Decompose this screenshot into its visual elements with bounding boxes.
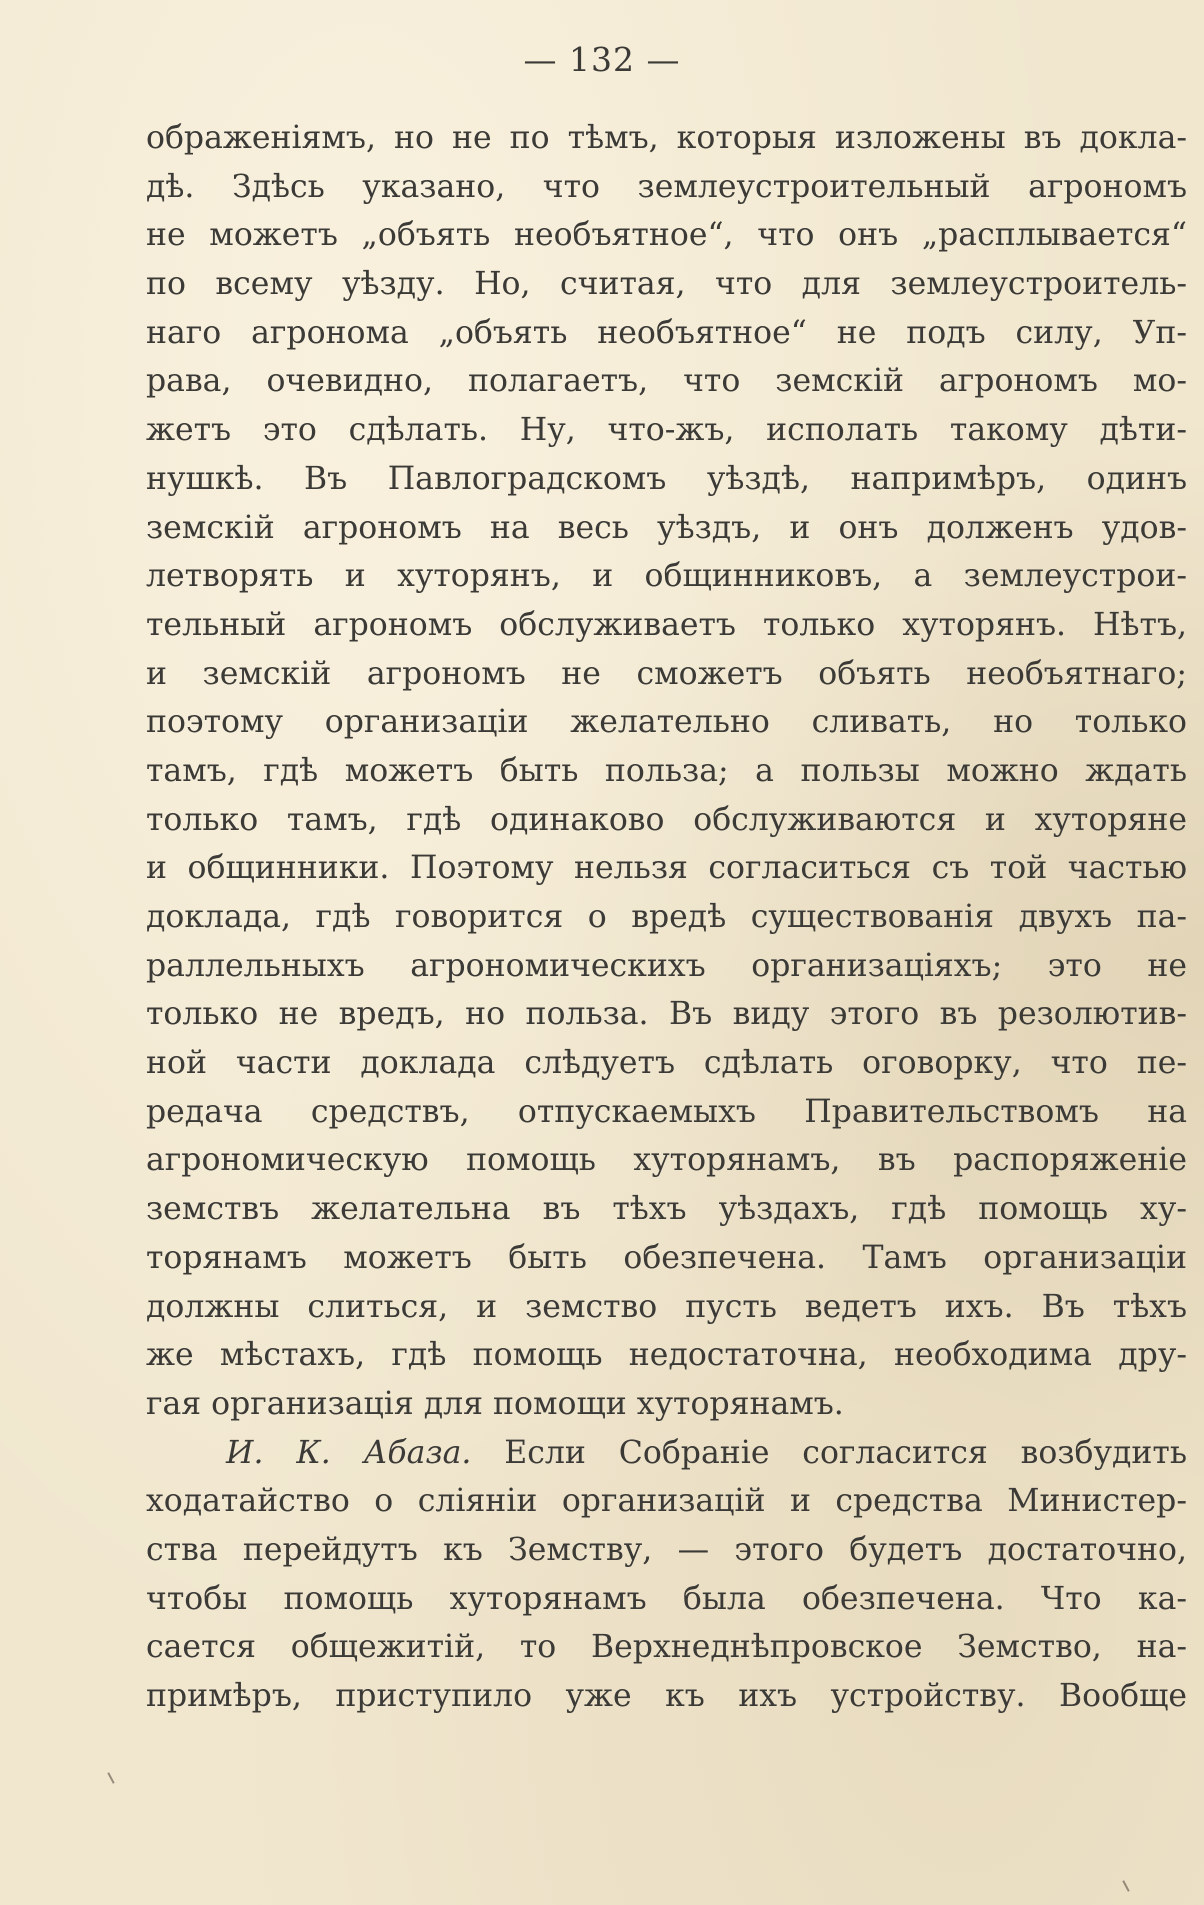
text-line: должны слиться, и земство пусть ведетъ ихъ. Въ тѣхъ [146,1288,1187,1325]
text-line: гая организація для помощи хуторянамъ. [146,1385,844,1422]
text-line: земствъ желательна въ тѣхъ уѣздахъ, гдѣ помощь ху- [146,1191,1187,1228]
paper-speck [1122,1880,1129,1892]
text-line: дѣ. Здѣсь указано, что землеустроительный агрономъ [146,168,1187,205]
text-line: только тамъ, гдѣ одинаково обслуживаются и хуторяне [146,801,1187,838]
text-line: и земскій агрономъ не сможетъ объять необъятнаго; [146,655,1187,692]
text-line: летворять и хуторянъ, и общинниковъ, а землеустрои- [146,558,1187,595]
text-line-speaker [146,1429,1187,1478]
speaker-first-line: Если Собраніе согласится возбудить [504,1434,1187,1471]
text-line: только не вредъ, но польза. Въ виду этого въ резолютив- [146,996,1187,1033]
text-line: ства перейдутъ къ Земству, — этого будетъ достаточно, [146,1531,1187,1568]
page-body [146,114,1187,1721]
text-line: и общинники. Поэтому нельзя согласиться съ той частью [146,850,1187,887]
text-line: нушкѣ. Въ Павлоградскомъ уѣздѣ, напримѣръ, одинъ [146,460,1187,497]
text-line: агрономическую помощь хуторянамъ, въ распоряженіе [146,1142,1187,1179]
page-number: — 132 — [523,40,681,79]
text-line: ображеніямъ, но не по тѣмъ, которыя изложены въ докла- [146,120,1187,156]
text-line: же мѣстахъ, гдѣ помощь недостаточна, необходима дру- [146,1337,1187,1374]
text-line: раллельныхъ агрономическихъ организаціяхъ; это не [146,947,1187,984]
text-line: не можетъ „объять необъятное“, что онъ „расплывается“ [146,217,1187,254]
text-line: чтобы помощь хуторянамъ была обезпечена. Что ка- [146,1580,1187,1617]
paper-speck [107,1772,114,1784]
text-line: торянамъ можетъ быть обезпечена. Тамъ организаціи [146,1239,1187,1276]
text-line: поэтому организаціи желательно сливать, но только [146,704,1187,741]
text-line: жетъ это сдѣлать. Ну, что-жъ, исполать такому дѣти- [146,412,1187,449]
text-line: примѣръ, приступило уже къ ихъ устройству. Вообще [146,1678,1187,1714]
text-line: наго агронома „объять необъятное“ не подъ силу, Уп- [146,314,1187,351]
text-line: по всему уѣзду. Но, считая, что для землеустроитель- [146,266,1187,303]
speaker-name: И. К. Абаза. [226,1434,472,1471]
text-line: тельный агрономъ обслуживаетъ только хуторянъ. Нѣтъ, [146,606,1187,643]
text-line: земскій агрономъ на весь уѣздъ, и онъ долженъ удов- [146,509,1187,546]
text-line: ходатайство о сліяніи организацій и средства Министер- [146,1483,1187,1520]
paragraph-1 [146,114,1187,1429]
text-line: ной части доклада слѣдуетъ сдѣлать оговорку, что пе- [146,1045,1187,1082]
paragraph-2 [146,1429,1187,1721]
text-line: доклада, гдѣ говорится о вредѣ существованія двухъ па- [146,899,1187,935]
text-line: редача средствъ, отпускаемыхъ Правительствомъ на [146,1093,1187,1130]
text-line: сается общежитій, то Верхнеднѣпровское Земство, на- [146,1629,1187,1666]
text-line: рава, очевидно, полагаетъ, что земскій агрономъ мо- [146,363,1187,400]
text-line: тамъ, гдѣ можетъ быть польза; а пользы можно ждать [146,752,1187,789]
